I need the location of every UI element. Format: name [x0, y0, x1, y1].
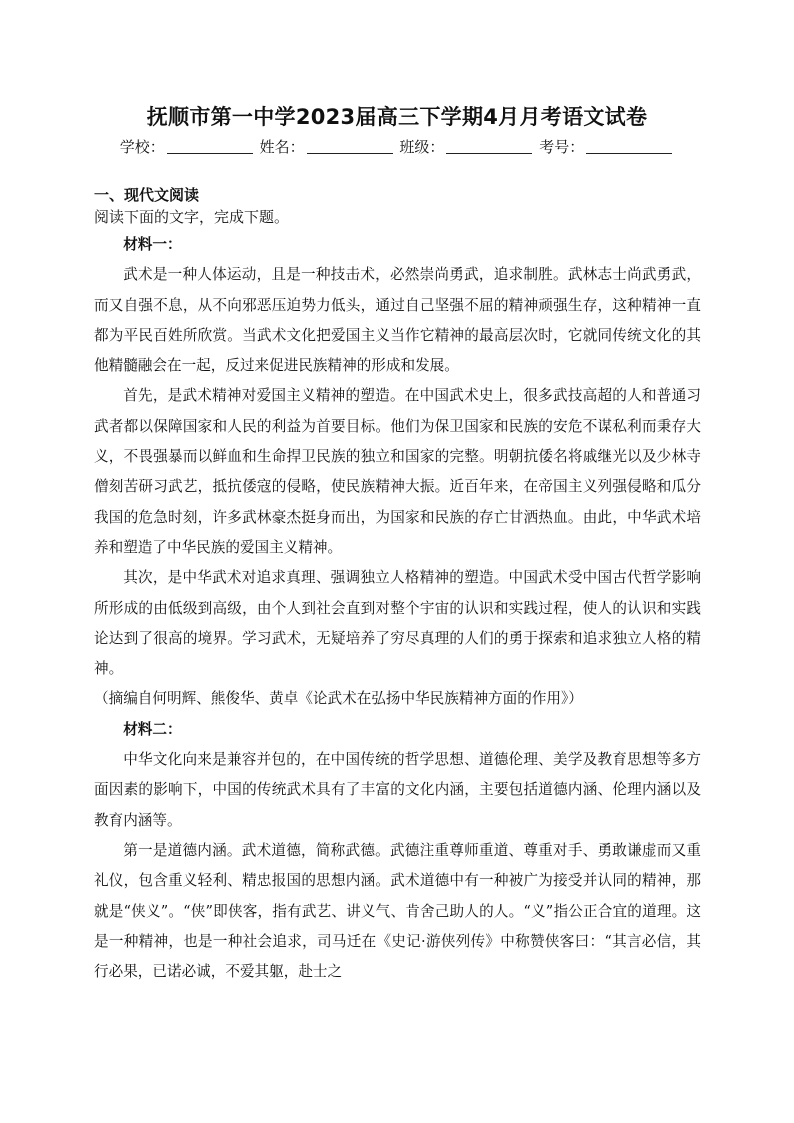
material-1-paragraph: 其次，是中华武术对追求真理、强调独立人格精神的塑造。中国武术受中国古代哲学影响所形成的由低级到高级，由个人到社会直到对整个宇宙的认识和实践过程，使人的认识和实践论达到了很高的境界。学习武术，无疑培养了穷尽真理的人们的勇于探索和追求独立人格的精神。	[94, 569, 701, 678]
material-1-paragraph: 武术是一种人体运动，且是一种技击术，必然崇尚勇武，追求制胜。武林志士尚武勇武，而又自强不息，从不向邪恶压迫势力低头，通过自己坚强不屈的精神顽强生存，这种精神一直都为平民百姓所欣赏。当武术文化把爱国主义当作它精神的最高层次时，它就同传统文化的其他精髓融会在一起，反过来促进民族精神的形成和发展。	[94, 266, 701, 375]
class-label: 班级：	[399, 138, 445, 156]
material-1-paragraph: 首先，是武术精神对爱国主义精神的塑造。在中国武术史上，很多武技高超的人和普通习武者都以保障国家和人民的利益为首要目标。他们为保卫国家和民族的安危不谋私利而秉存大义，不畏强暴而以鲜血和生命捍卫民族的独立和国家的完整。明朝抗倭名将戚继光以及少林寺僧刻苦研习武艺，抵抗倭寇的侵略，使民族精神大振。近百年来，在帝国主义列强侵略和瓜分我国的危急时刻，许多武林豪杰挺身而出，为国家和民族的存亡甘洒热血。由此，中华武术培养和塑造了中华民族的爱国主义精神。	[94, 387, 701, 556]
section-heading: 一、现代文阅读	[94, 186, 200, 204]
school-label: 学校：	[119, 138, 165, 156]
material-1-label: 材料一：	[123, 236, 182, 253]
class-blank	[446, 139, 532, 154]
material-2-label: 材料二：	[123, 720, 182, 738]
exam-number-blank	[586, 139, 672, 154]
reading-passage	[94, 230, 701, 987]
student-info-row	[0, 136, 794, 157]
material-1-source: （摘编自何明辉、熊俊华、黄卓《论武术在弘扬中华民族精神方面的作用》）	[94, 690, 583, 708]
section-instruction: 阅读下面的文字，完成下题。	[94, 208, 290, 226]
material-2-paragraph: 第一是道德内涵。武术道德，简称武德。武德注重尊师重道、尊重对手、勇敢谦虚而又重礼仪，包含重义轻利、精忠报国的思想内涵。武术道德中有一种被广为接受并认同的精神，那就是“侠义”。“侠”即侠客，指有武艺、讲义气、肯舍己助人的人。“义”指公正合宜的道理。这是一种精神，也是一种社会追求，司马迁在《史记·游侠列传》中称赞侠客曰：“其言必信，其行必果，已诺必诚，不爱其躯，赴士之	[94, 841, 701, 981]
exam-title: 抚顺市第一中学2023届高三下学期4月月考语文试卷	[146, 105, 648, 129]
name-label: 姓名：	[259, 138, 305, 156]
exam-number-label: 考号：	[539, 138, 585, 156]
name-blank	[307, 139, 393, 154]
school-blank	[167, 139, 253, 154]
material-2-paragraph: 中华文化向来是兼容并包的，在中国传统的哲学思想、道德伦理、美学及教育思想等多方面因素的影响下，中国的传统武术具有了丰富的文化内涵，主要包括道德内涵、伦理内涵以及教育内涵等。	[94, 751, 701, 829]
